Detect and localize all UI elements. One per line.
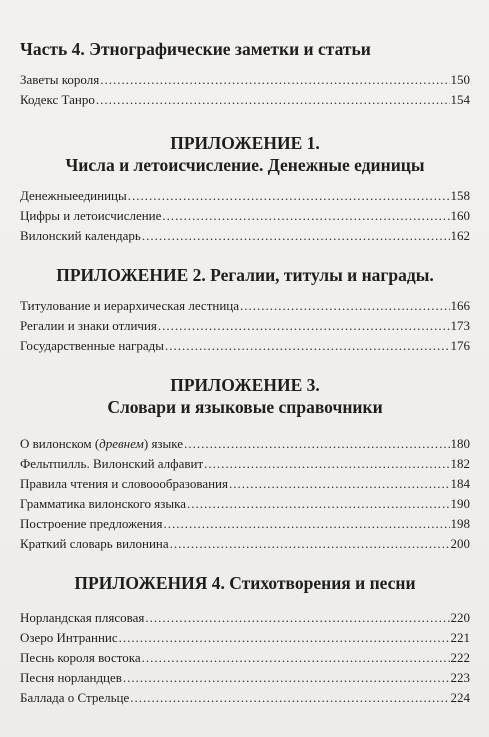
entry-title: Заветы короля bbox=[20, 72, 100, 87]
toc-entry bbox=[20, 454, 470, 474]
entry-page: 154 bbox=[450, 92, 470, 107]
dot-leader bbox=[100, 70, 449, 90]
toc-section-appendix-3 bbox=[20, 374, 470, 554]
dot-leader bbox=[142, 226, 450, 246]
entry-title: Норландская плясовая bbox=[20, 610, 145, 625]
entry-title: Краткий словарь вилонина bbox=[20, 536, 169, 551]
toc-section-part-4 bbox=[20, 38, 470, 110]
entry-title: Баллада о Стрельце bbox=[20, 690, 130, 705]
dot-leader bbox=[187, 494, 449, 514]
dot-leader bbox=[145, 608, 449, 628]
dot-leader bbox=[96, 90, 450, 110]
toc-entry bbox=[20, 296, 470, 316]
entry-page: 180 bbox=[450, 436, 470, 451]
entry-page: 198 bbox=[450, 516, 470, 531]
toc-entry bbox=[20, 90, 470, 110]
entry-title-italic: древнем bbox=[99, 436, 144, 451]
entry-page: 150 bbox=[450, 72, 470, 87]
toc-entry bbox=[20, 494, 470, 514]
entry-page: 184 bbox=[450, 476, 470, 491]
entry-title: Регалии и знаки отличия bbox=[20, 318, 157, 333]
toc-entry bbox=[20, 608, 470, 628]
toc-entry bbox=[20, 648, 470, 668]
section-heading: ПРИЛОЖЕНИЕ 3. bbox=[170, 375, 320, 395]
entry-title: Построение предложения bbox=[20, 516, 163, 531]
dot-leader bbox=[128, 186, 450, 206]
section-heading: ПРИЛОЖЕНИЕ 1. bbox=[170, 133, 320, 153]
toc-entry bbox=[20, 688, 470, 708]
dot-leader bbox=[123, 668, 450, 688]
section-entries bbox=[20, 434, 470, 554]
entry-title-part: ) языке bbox=[143, 436, 184, 451]
entry-page: 173 bbox=[450, 318, 470, 333]
entry-title bbox=[20, 434, 183, 454]
dot-leader bbox=[184, 434, 449, 454]
toc-entry bbox=[20, 336, 470, 356]
section-entries bbox=[20, 186, 470, 246]
entry-page: 221 bbox=[450, 630, 470, 645]
entry-title: Цифры и летоисчисление bbox=[20, 208, 162, 223]
toc-entry bbox=[20, 668, 470, 688]
toc-entry bbox=[20, 70, 470, 90]
dot-leader bbox=[229, 474, 450, 494]
section-heading: ПРИЛОЖЕНИЯ 4. Стихотворения и песни bbox=[74, 573, 416, 593]
entry-title: Фельтпилль. Вилонский алфавит bbox=[20, 456, 204, 471]
entry-page: 200 bbox=[450, 536, 470, 551]
entry-title: Песня норландцев bbox=[20, 670, 122, 685]
dot-leader bbox=[164, 514, 450, 534]
dot-leader bbox=[170, 534, 450, 554]
toc-entry bbox=[20, 206, 470, 226]
entry-title: Государственные награды bbox=[20, 338, 164, 353]
entry-title: Денежныеединицы bbox=[20, 188, 127, 203]
dot-leader bbox=[130, 688, 449, 708]
entry-title: Озеро Интраннис bbox=[20, 630, 118, 645]
toc-entry bbox=[20, 186, 470, 206]
section-heading: Часть 4. Этнографические заметки и статьи bbox=[20, 39, 371, 59]
entry-title: Грамматика вилонского языка bbox=[20, 496, 187, 511]
entry-page: 223 bbox=[450, 670, 470, 685]
entry-page: 190 bbox=[450, 496, 470, 511]
toc-entry bbox=[20, 628, 470, 648]
toc-entry bbox=[20, 434, 470, 454]
toc-entry bbox=[20, 316, 470, 336]
entry-title-part: О вилонском ( bbox=[20, 436, 100, 451]
section-heading: ПРИЛОЖЕНИЕ 2. Регалии, титулы и награды. bbox=[56, 265, 434, 285]
dot-leader bbox=[158, 316, 450, 336]
entry-title: Правила чтения и словоообразования bbox=[20, 476, 228, 491]
toc-section-appendix-2 bbox=[20, 264, 470, 356]
toc-section-appendix-4 bbox=[20, 572, 470, 708]
dot-leader bbox=[142, 648, 450, 668]
entry-page: 176 bbox=[450, 338, 470, 353]
entry-title: Кодекс Танро bbox=[20, 92, 95, 107]
table-of-contents bbox=[20, 38, 470, 708]
entry-page: 224 bbox=[450, 690, 470, 705]
section-entries bbox=[20, 296, 470, 356]
entry-page: 160 bbox=[450, 208, 470, 223]
section-subheading: Числа и летоисчисление. Денежные единицы bbox=[65, 155, 425, 175]
entry-page: 166 bbox=[450, 298, 470, 313]
entry-title: Песнь короля востока bbox=[20, 650, 141, 665]
toc-entry bbox=[20, 474, 470, 494]
toc-section-appendix-1 bbox=[20, 132, 470, 246]
dot-leader bbox=[162, 206, 449, 226]
entry-title: Вилонский календарь bbox=[20, 228, 141, 243]
entry-page: 158 bbox=[450, 188, 470, 203]
section-entries bbox=[20, 70, 470, 110]
dot-leader bbox=[165, 336, 450, 356]
entry-page: 222 bbox=[450, 650, 470, 665]
entry-title: Титулование и иерархическая лестница bbox=[20, 298, 240, 313]
entry-page: 220 bbox=[450, 610, 470, 625]
section-entries bbox=[20, 608, 470, 708]
entry-page: 182 bbox=[450, 456, 470, 471]
entry-page: 162 bbox=[450, 228, 470, 243]
dot-leader bbox=[240, 296, 449, 316]
section-subheading: Словари и языковые справочники bbox=[107, 397, 383, 417]
dot-leader bbox=[204, 454, 449, 474]
toc-entry bbox=[20, 534, 470, 554]
dot-leader bbox=[119, 628, 450, 648]
toc-entry bbox=[20, 226, 470, 246]
toc-entry bbox=[20, 514, 470, 534]
